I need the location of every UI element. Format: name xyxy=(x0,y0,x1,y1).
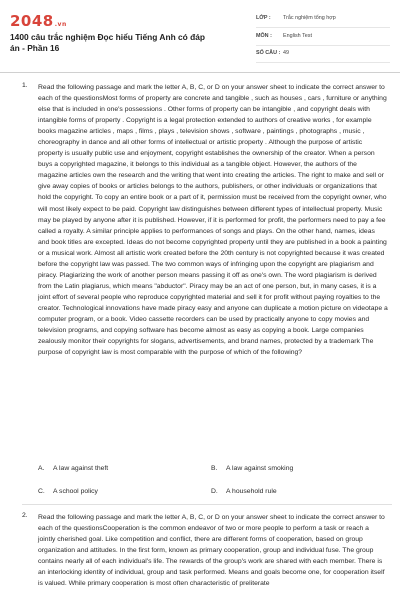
question-number: 2. xyxy=(22,512,28,519)
option-letter: D. xyxy=(211,488,218,495)
question-number: 1. xyxy=(22,82,28,89)
question-text: Read the following passage and mark the letter A, B, C, or D on your answer sheet to indicate the correct answer to each of the questionsMost forms of property are concrete and tangible , such as houses , cars , furniture or anything else that is included in one's possessions . Other forms of property can be intangible , and copyright deals with intangible forms of property . Copyright is a legal protection extended to authors of creative works , for example books magazine articles , maps , films , plays , television shows , software , paintings , photographs , music , choreography in dance and all other forms of intellectual or artistic property . Although the purpose of artistic property is usually public use and enjoyment, copyright establishes the ownership of the creator. When a person buys a copyrighted magazine, it belongs to this individual as a tangible object. However, the authors of the magazine articles own the research and the writing that went into creating the articles. The right to make and sell or give away copies of books or articles belongs to the authors, publishers, or other individuals or organizations that hold the copyright. To copy an entire book or a part of it, permission must be received from the copyright owner, who will most likely expect to be paid. Copyright law distinguishes between different types of intellectual property. Music may be played by anyone after it is published. However, if it is performed for profit, the performers need to pay a fee called a royalty. A similar principle applies to performances of songs and plays. On the other hand, names, ideas and book titles are excepted. Ideas do not become copyrighted property until they are published in a book a painting or a musical work. Almost all artistic work created before the 20th century is not copyrighted because it was created before the copyright law was passed. The two common ways of infringing upon the copyright are plagiarism and piracy. Plagiarizing the work of another person means passing it off as one's own. The word plagiarism is derived from the Latin plagiarus, which means "abductor". Piracy may be an act of one person, but, in many cases, it is a joint effort of several people who reproduce copyrighted material and sell it for profit without paying royalties to the creator. Technological innovations have made piracy easy and anyone can duplicate a motion picture on videotape a computer program, or a book. Video cassette recorders can be used by practically anyone to copy movies and television programs, and copying software has become almost as easy as copying a book. Large companies zealously monitor their copyrights for slogans, advertisements, and brand names, protected by a trademark The purpose of copyright law is most comparable with the purpose of which of the following? xyxy=(38,84,388,357)
page-title: 1400 câu trắc nghiệm Đọc hiểu Tiếng Anh có đáp án - Phần 16 xyxy=(10,32,205,53)
info-value: English Test xyxy=(283,33,312,39)
option-letter: C. xyxy=(38,488,45,495)
header-divider xyxy=(0,72,400,73)
question-text: Read the following passage and mark the letter A, B, C, or D on your answer sheet to indicate the correct answer to each of the questionsCooperation is the common endeavor of two or more people to perform a task or reach a jointly cherished goal. Like competition and conflict, there are different forms of cooperation, based on group organization and attitudes. In the first form, known as primary cooperation, group and individual fuse. The group contains nearly all of each individual's life. The rewards of the group's work are shared with each member. There is an interlocking identity of individual, group and task performed. Means and goals become one, for cooperation itself is valued. While primary cooperation is most often characteristic of preliterate xyxy=(38,514,385,588)
info-row-class xyxy=(256,11,390,28)
option-text: A school policy xyxy=(53,488,98,495)
info-label: SỐ CÂU : xyxy=(256,50,281,56)
option-a[interactable] xyxy=(38,465,108,472)
header xyxy=(0,0,400,70)
info-row-subject xyxy=(256,29,390,46)
option-letter: A. xyxy=(38,465,45,472)
site-logo[interactable] xyxy=(10,12,67,30)
option-text: A household rule xyxy=(226,488,277,495)
option-text: A law against smoking xyxy=(226,465,294,472)
info-value: Trắc nghiệm tổng hợp xyxy=(283,15,336,21)
logo-text: 2048 xyxy=(10,12,54,30)
info-value: 49 xyxy=(283,50,289,56)
logo-suffix: .vn xyxy=(54,21,67,28)
option-letter: B. xyxy=(211,465,218,472)
option-b[interactable] xyxy=(211,465,293,472)
info-label: LỚP : xyxy=(256,15,271,21)
info-row-count xyxy=(256,46,390,63)
option-d[interactable] xyxy=(211,488,277,495)
option-c[interactable] xyxy=(38,488,98,495)
option-text: A law against theft xyxy=(53,465,109,472)
question-separator xyxy=(22,504,392,505)
info-label: MÔN : xyxy=(256,33,272,39)
